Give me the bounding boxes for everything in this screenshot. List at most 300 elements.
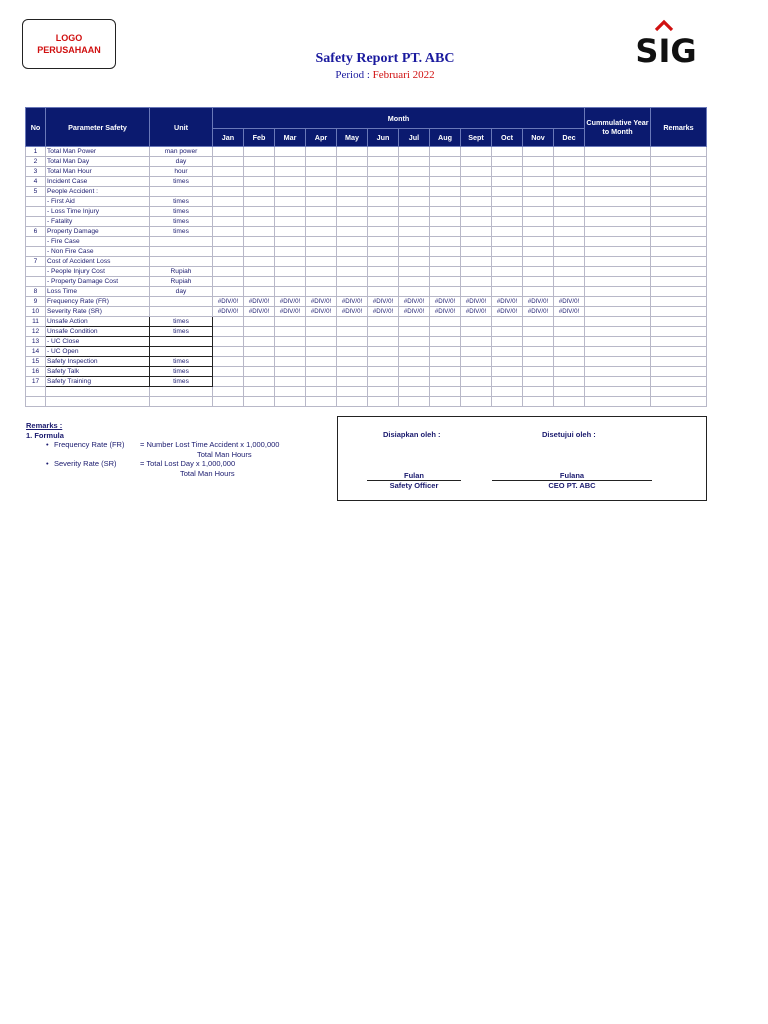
unit-cell: Rupiah [150, 267, 213, 277]
cumulative-cell [585, 357, 651, 367]
unit-cell [150, 387, 213, 397]
month-value-cell [337, 337, 368, 347]
unit-cell [150, 307, 213, 317]
month-value-cell [430, 277, 461, 287]
row-number: 17 [26, 377, 46, 387]
month-value-cell [244, 187, 275, 197]
cumulative-cell [585, 167, 651, 177]
month-value-cell [461, 377, 492, 387]
report-period [0, 69, 768, 81]
month-value-cell [213, 357, 244, 367]
row-number [26, 237, 46, 247]
month-value-cell [430, 157, 461, 167]
month-value-cell [523, 387, 554, 397]
cumulative-cell [585, 307, 651, 317]
parameter-cell: Safety Training [46, 377, 150, 387]
month-value-cell [306, 327, 337, 337]
remarks-cell [651, 187, 707, 197]
month-value-cell [244, 387, 275, 397]
unit-cell [150, 397, 213, 407]
remarks-cell [651, 217, 707, 227]
month-value-cell [337, 207, 368, 217]
parameter-cell [46, 387, 150, 397]
month-value-cell [523, 177, 554, 187]
bullet-icon: • [46, 440, 49, 449]
month-value-cell [337, 267, 368, 277]
table-row [26, 257, 707, 267]
month-value-cell [461, 227, 492, 237]
unit-cell: times [150, 197, 213, 207]
logo-line-2: PERUSAHAAN [37, 45, 101, 55]
table-row [26, 307, 707, 317]
cumulative-cell [585, 157, 651, 167]
month-value-cell [523, 327, 554, 337]
month-value-cell [275, 267, 306, 277]
month-value-cell [430, 147, 461, 157]
month-value-cell [492, 227, 523, 237]
month-value-cell [492, 347, 523, 357]
month-value-cell [399, 147, 430, 157]
month-header-jun: Jun [368, 129, 399, 147]
month-value-cell [492, 287, 523, 297]
month-value-cell [337, 197, 368, 207]
parameter-cell: - UC Open [46, 347, 150, 357]
month-value-cell [337, 237, 368, 247]
month-value-cell [554, 337, 585, 347]
month-value-cell [461, 347, 492, 357]
month-value-cell [244, 277, 275, 287]
month-value-cell [213, 197, 244, 207]
table-row [26, 237, 707, 247]
month-value-cell [368, 387, 399, 397]
month-value-cell [430, 217, 461, 227]
month-value-cell [244, 227, 275, 237]
parameter-cell: Total Man Power [46, 147, 150, 157]
month-value-cell [306, 317, 337, 327]
month-value-cell [492, 337, 523, 347]
month-value-cell [337, 327, 368, 337]
month-value-cell [523, 157, 554, 167]
month-value-cell [399, 157, 430, 167]
month-value-cell [368, 167, 399, 177]
table-row [26, 177, 707, 187]
month-value-cell [337, 217, 368, 227]
month-value-cell [430, 227, 461, 237]
month-value-cell [306, 227, 337, 237]
month-value-cell [213, 387, 244, 397]
month-value-cell [399, 337, 430, 347]
month-value-cell [461, 267, 492, 277]
month-value-cell [492, 157, 523, 167]
month-value-cell [368, 337, 399, 347]
month-value-cell [399, 257, 430, 267]
month-value-cell: #DIV/0! [523, 307, 554, 317]
month-value-cell [368, 217, 399, 227]
row-number: 10 [26, 307, 46, 317]
row-number: 12 [26, 327, 46, 337]
month-value-cell: #DIV/0! [523, 297, 554, 307]
month-value-cell [337, 227, 368, 237]
month-value-cell [430, 237, 461, 247]
sr-denominator: Total Man Hours [180, 468, 235, 478]
month-value-cell [554, 177, 585, 187]
month-value-cell [523, 187, 554, 197]
month-value-cell [368, 247, 399, 257]
month-value-cell [368, 197, 399, 207]
month-value-cell [492, 197, 523, 207]
month-value-cell [523, 377, 554, 387]
table-row [26, 397, 707, 407]
month-value-cell [461, 177, 492, 187]
table-row [26, 207, 707, 217]
month-header-jan: Jan [213, 129, 244, 147]
month-value-cell [554, 397, 585, 407]
remarks-cell [651, 377, 707, 387]
unit-cell: day [150, 287, 213, 297]
month-value-cell [275, 187, 306, 197]
remarks-cell [651, 177, 707, 187]
unit-cell: day [150, 157, 213, 167]
prepared-by-name: Fulan [404, 471, 424, 480]
logo-line-1: LOGO [55, 33, 83, 43]
month-value-cell [213, 207, 244, 217]
month-value-cell [399, 197, 430, 207]
month-value-cell [244, 327, 275, 337]
month-value-cell [399, 347, 430, 357]
month-value-cell: #DIV/0! [492, 307, 523, 317]
remarks-cell [651, 307, 707, 317]
row-number: 6 [26, 227, 46, 237]
table-row [26, 357, 707, 367]
month-value-cell [430, 247, 461, 257]
month-value-cell [275, 197, 306, 207]
month-value-cell [213, 237, 244, 247]
month-value-cell [213, 157, 244, 167]
unit-cell [150, 337, 213, 347]
month-value-cell [306, 277, 337, 287]
month-value-cell [244, 157, 275, 167]
month-value-cell: #DIV/0! [492, 297, 523, 307]
month-value-cell [275, 367, 306, 377]
cumulative-cell [585, 347, 651, 357]
month-value-cell [306, 177, 337, 187]
header-unit: Unit [150, 108, 213, 147]
remarks-cell [651, 227, 707, 237]
remarks-cell [651, 157, 707, 167]
month-value-cell [461, 207, 492, 217]
cumulative-cell [585, 207, 651, 217]
row-number: 3 [26, 167, 46, 177]
month-value-cell [399, 247, 430, 257]
unit-cell: times [150, 367, 213, 377]
month-value-cell [275, 257, 306, 267]
cumulative-cell [585, 317, 651, 327]
month-value-cell [492, 327, 523, 337]
unit-cell: times [150, 177, 213, 187]
table-row [26, 197, 707, 207]
row-number: 8 [26, 287, 46, 297]
month-value-cell: #DIV/0! [430, 297, 461, 307]
unit-cell: times [150, 357, 213, 367]
unit-cell: times [150, 317, 213, 327]
month-value-cell [244, 377, 275, 387]
cumulative-cell [585, 327, 651, 337]
row-number [26, 217, 46, 227]
month-header-may: May [337, 129, 368, 147]
month-value-cell [244, 207, 275, 217]
month-value-cell [399, 387, 430, 397]
row-number: 16 [26, 367, 46, 377]
month-value-cell [399, 317, 430, 327]
month-value-cell [337, 257, 368, 267]
month-value-cell: #DIV/0! [461, 307, 492, 317]
month-value-cell: #DIV/0! [213, 307, 244, 317]
remarks-cell [651, 397, 707, 407]
month-value-cell [492, 147, 523, 157]
month-value-cell [275, 157, 306, 167]
month-value-cell [461, 387, 492, 397]
month-value-cell [368, 317, 399, 327]
month-value-cell [523, 207, 554, 217]
month-value-cell [554, 317, 585, 327]
month-value-cell [554, 267, 585, 277]
month-value-cell: #DIV/0! [554, 297, 585, 307]
month-value-cell [275, 207, 306, 217]
month-value-cell [337, 287, 368, 297]
month-value-cell [213, 227, 244, 237]
safety-report-table [25, 107, 707, 407]
month-value-cell: #DIV/0! [337, 307, 368, 317]
remarks-cell [651, 317, 707, 327]
month-value-cell [461, 397, 492, 407]
cumulative-cell [585, 247, 651, 257]
row-number [26, 397, 46, 407]
month-value-cell [306, 257, 337, 267]
month-value-cell [213, 367, 244, 377]
month-value-cell [523, 257, 554, 267]
row-number: 5 [26, 187, 46, 197]
approved-by-label: Disetujui oleh : [542, 430, 596, 439]
sig-brand-text: SIG [635, 32, 697, 66]
month-value-cell [399, 187, 430, 197]
parameter-cell: Cost of Accident Loss [46, 257, 150, 267]
parameter-cell: Total Man Day [46, 157, 150, 167]
month-header-aug: Aug [430, 129, 461, 147]
report-title: Safety Report PT. ABC [315, 51, 455, 66]
remarks-cell [651, 147, 707, 157]
month-value-cell [554, 387, 585, 397]
month-value-cell [275, 277, 306, 287]
month-value-cell: #DIV/0! [368, 307, 399, 317]
month-value-cell [368, 187, 399, 197]
parameter-cell [46, 397, 150, 407]
period-value: Februari 2022 [372, 69, 435, 81]
month-value-cell [368, 327, 399, 337]
month-value-cell [461, 357, 492, 367]
month-value-cell [306, 247, 337, 257]
month-value-cell [306, 217, 337, 227]
month-value-cell [368, 207, 399, 217]
month-value-cell [337, 167, 368, 177]
row-number: 15 [26, 357, 46, 367]
month-value-cell [554, 207, 585, 217]
month-value-cell [368, 177, 399, 187]
month-value-cell [275, 167, 306, 177]
month-value-cell [554, 227, 585, 237]
row-number: 9 [26, 297, 46, 307]
month-value-cell [213, 377, 244, 387]
month-value-cell [554, 357, 585, 367]
month-value-cell [337, 397, 368, 407]
month-value-cell [492, 257, 523, 267]
month-value-cell [306, 367, 337, 377]
month-value-cell [306, 267, 337, 277]
month-value-cell [275, 327, 306, 337]
remarks-cell [651, 327, 707, 337]
month-value-cell [337, 387, 368, 397]
month-value-cell [492, 237, 523, 247]
month-value-cell [275, 227, 306, 237]
prepared-by-label: Disiapkan oleh : [383, 430, 441, 439]
unit-cell: times [150, 377, 213, 387]
month-value-cell [213, 217, 244, 227]
month-value-cell [244, 257, 275, 267]
month-value-cell [213, 267, 244, 277]
month-value-cell [554, 237, 585, 247]
month-value-cell [523, 267, 554, 277]
parameter-cell: Property Damage [46, 227, 150, 237]
month-value-cell [492, 187, 523, 197]
month-value-cell [368, 147, 399, 157]
month-value-cell [213, 337, 244, 347]
month-value-cell [399, 377, 430, 387]
unit-cell: times [150, 217, 213, 227]
month-value-cell [275, 247, 306, 257]
fr-label: Frequency Rate (FR) [54, 440, 125, 449]
table-row [26, 157, 707, 167]
table-row [26, 187, 707, 197]
unit-cell [150, 297, 213, 307]
month-value-cell: #DIV/0! [213, 297, 244, 307]
month-value-cell [306, 337, 337, 347]
month-value-cell [523, 237, 554, 247]
cumulative-cell [585, 287, 651, 297]
month-value-cell [368, 267, 399, 277]
month-value-cell [337, 347, 368, 357]
month-value-cell [430, 397, 461, 407]
row-number: 13 [26, 337, 46, 347]
month-value-cell [461, 317, 492, 327]
month-value-cell [554, 247, 585, 257]
fr-numerator: = Number Lost Time Accident x 1,000,000 [140, 440, 280, 449]
month-header-dec: Dec [554, 129, 585, 147]
parameter-cell: - Fire Case [46, 237, 150, 247]
row-number [26, 277, 46, 287]
parameter-cell: - UC Close [46, 337, 150, 347]
month-value-cell [213, 147, 244, 157]
approved-by-name: Fulana [559, 471, 585, 480]
month-value-cell [275, 387, 306, 397]
month-value-cell [306, 207, 337, 217]
table-row [26, 147, 707, 157]
month-value-cell [275, 397, 306, 407]
cumulative-cell [585, 197, 651, 207]
month-value-cell [523, 337, 554, 347]
month-value-cell [461, 197, 492, 207]
month-value-cell: #DIV/0! [554, 307, 585, 317]
month-value-cell [430, 387, 461, 397]
month-value-cell [399, 267, 430, 277]
row-number: 1 [26, 147, 46, 157]
period-label: Period : [335, 69, 370, 81]
header-remarks: Remarks [651, 108, 707, 147]
row-number: 14 [26, 347, 46, 357]
month-value-cell [554, 257, 585, 267]
month-value-cell [523, 367, 554, 377]
month-header-apr: Apr [306, 129, 337, 147]
month-value-cell [337, 247, 368, 257]
month-value-cell [213, 277, 244, 287]
month-value-cell [368, 257, 399, 267]
header-month: Month [213, 108, 585, 129]
month-value-cell [244, 317, 275, 327]
month-value-cell [430, 167, 461, 177]
month-value-cell [337, 177, 368, 187]
month-value-cell [399, 237, 430, 247]
bullet-icon: • [46, 459, 49, 468]
parameter-cell: Incident Case [46, 177, 150, 187]
month-value-cell [244, 357, 275, 367]
month-header-sept: Sept [461, 129, 492, 147]
month-value-cell [244, 237, 275, 247]
row-number [26, 247, 46, 257]
month-value-cell [213, 397, 244, 407]
month-value-cell [554, 217, 585, 227]
row-number: 4 [26, 177, 46, 187]
table-row [26, 247, 707, 257]
month-header-nov: Nov [523, 129, 554, 147]
month-value-cell [399, 327, 430, 337]
cumulative-cell [585, 397, 651, 407]
month-value-cell [244, 397, 275, 407]
month-value-cell [275, 357, 306, 367]
remarks-cell [651, 247, 707, 257]
month-value-cell [337, 317, 368, 327]
month-value-cell [213, 287, 244, 297]
month-value-cell [399, 367, 430, 377]
month-value-cell: #DIV/0! [430, 307, 461, 317]
month-value-cell [492, 277, 523, 287]
month-value-cell [461, 157, 492, 167]
month-value-cell [275, 377, 306, 387]
table-row [26, 377, 707, 387]
approved-by-role: CEO PT. ABC [548, 481, 596, 490]
month-value-cell [244, 217, 275, 227]
month-value-cell [399, 207, 430, 217]
remarks-cell [651, 167, 707, 177]
unit-cell: times [150, 327, 213, 337]
month-value-cell [523, 247, 554, 257]
month-value-cell: #DIV/0! [399, 307, 430, 317]
month-value-cell [523, 277, 554, 287]
remarks-cell [651, 277, 707, 287]
month-value-cell [306, 397, 337, 407]
month-value-cell [492, 267, 523, 277]
parameter-cell: Severity Rate (SR) [46, 307, 150, 317]
month-value-cell [368, 367, 399, 377]
month-value-cell [244, 267, 275, 277]
month-value-cell [430, 357, 461, 367]
